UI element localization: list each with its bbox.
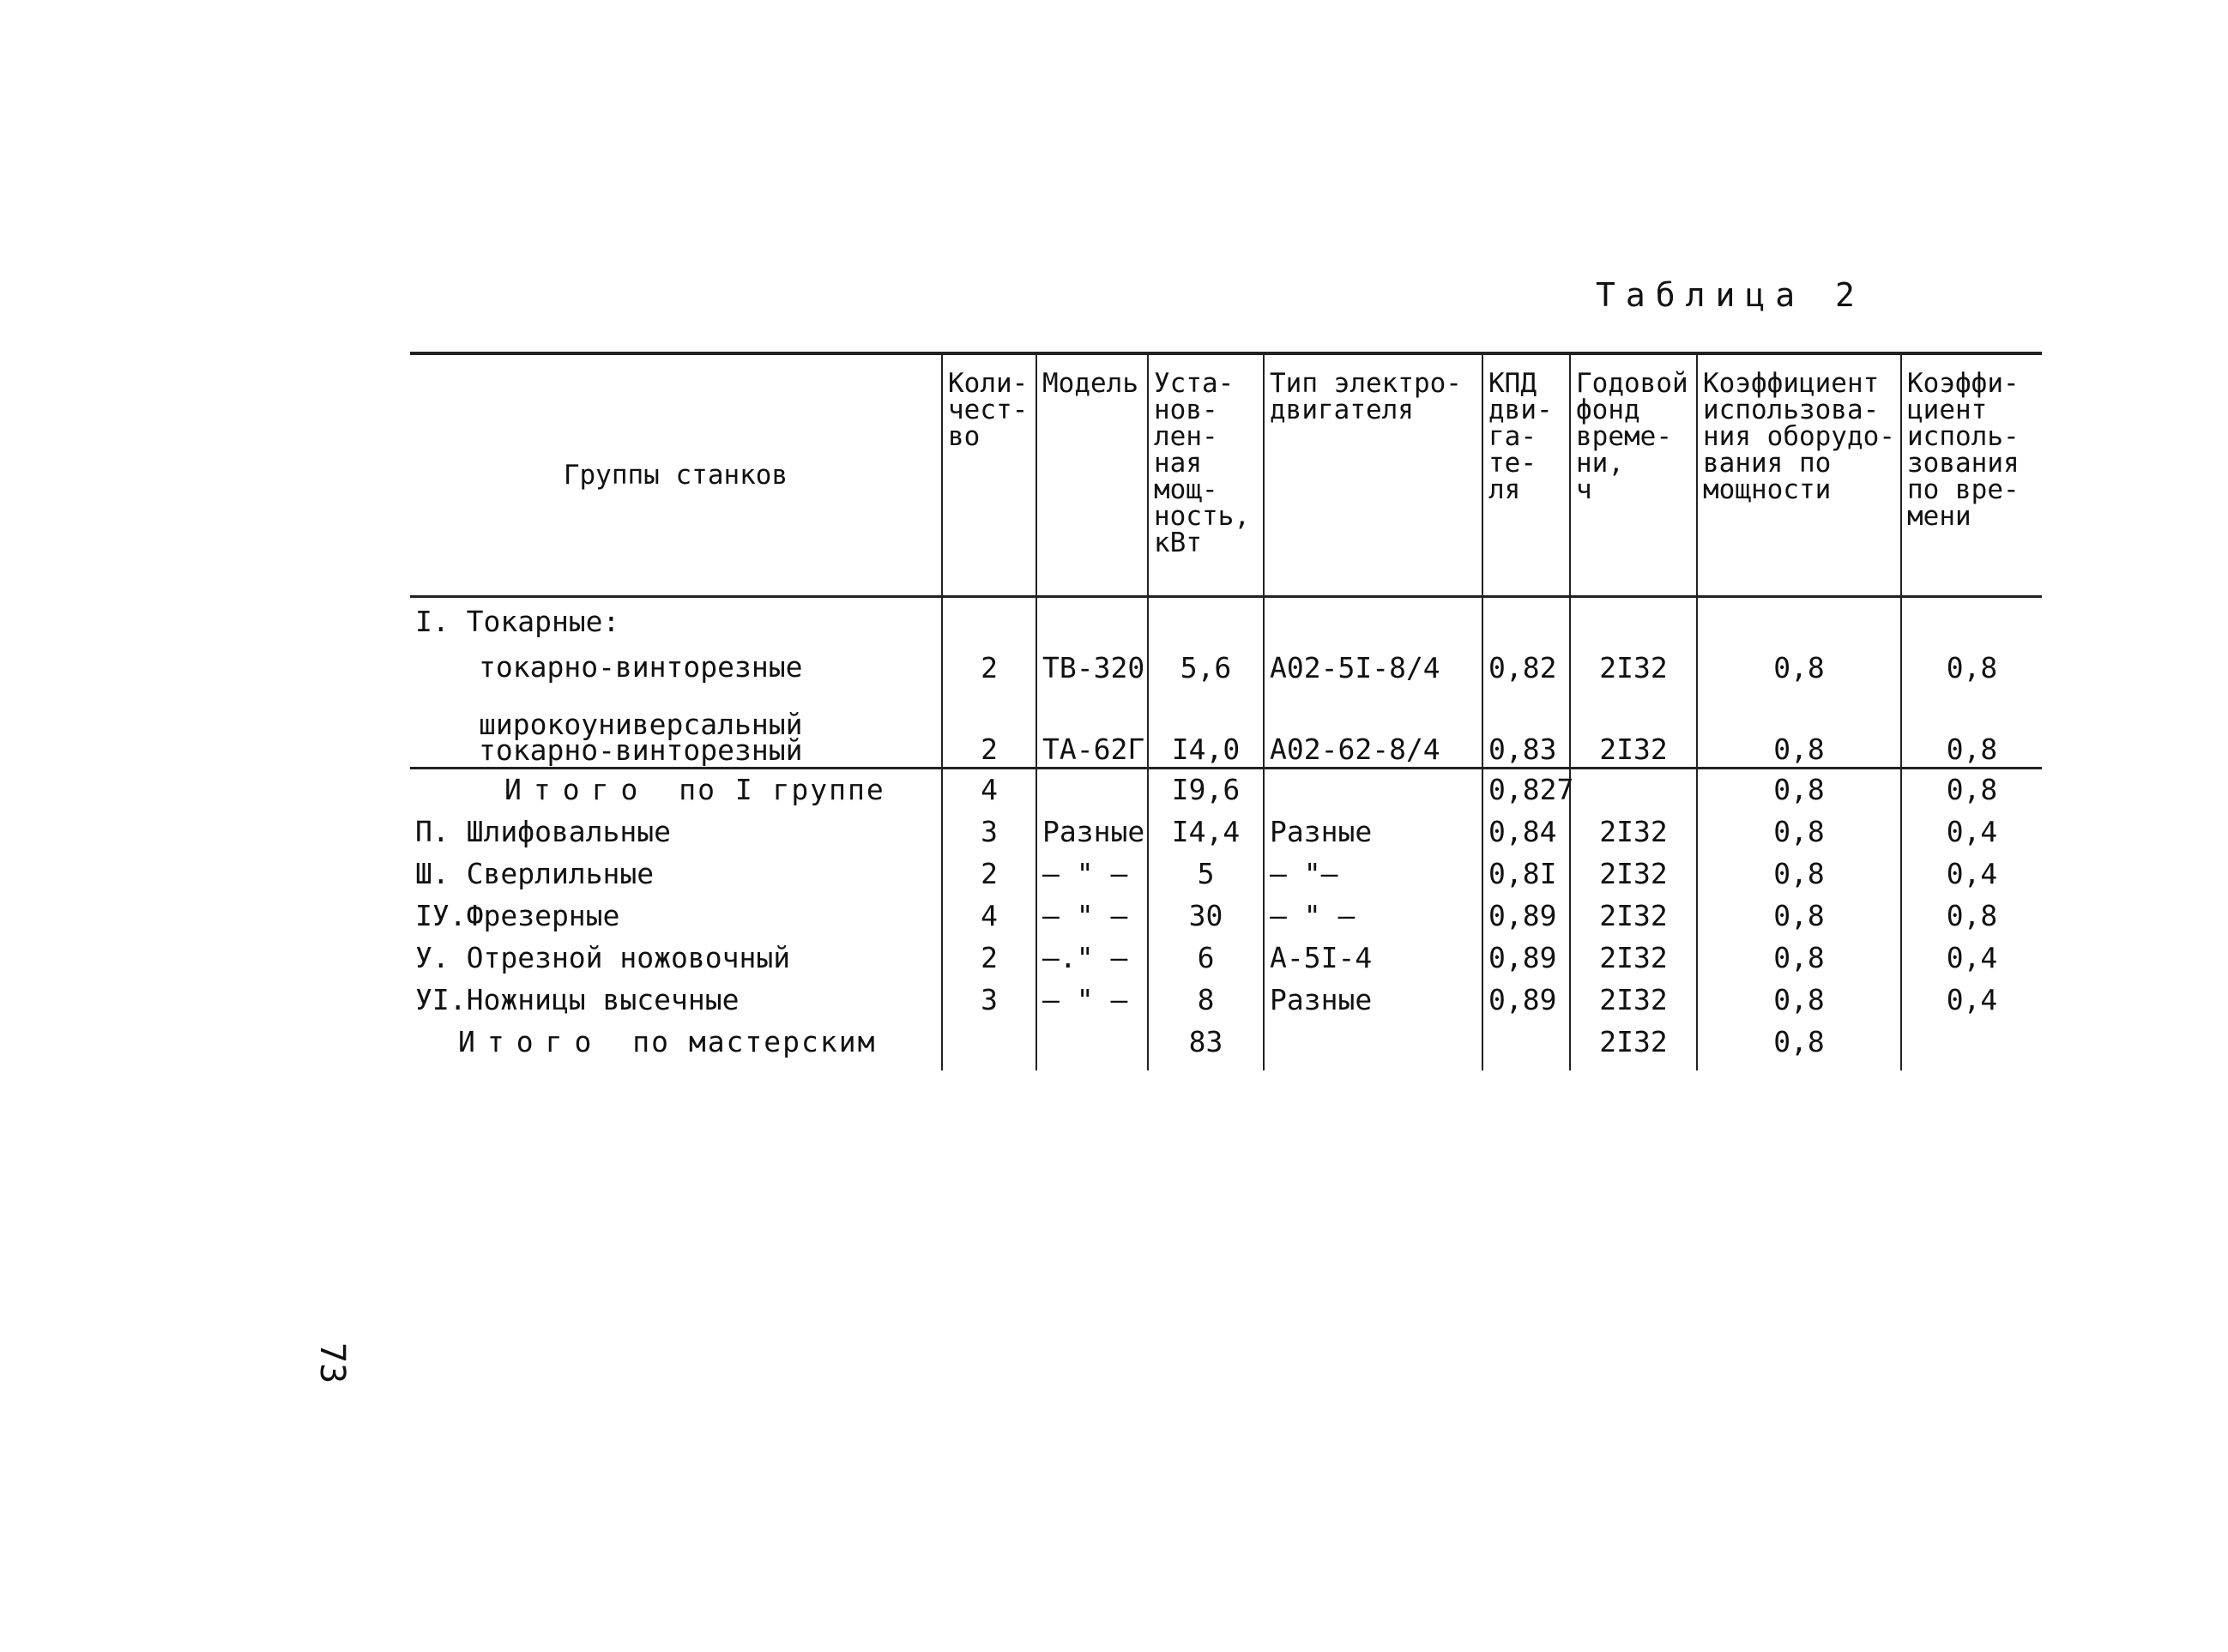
power-cell: I4,0	[1148, 696, 1264, 769]
efficiency-cell: 0,827	[1482, 769, 1570, 819]
table-row	[410, 902, 2042, 944]
table-row	[410, 818, 2042, 860]
subtotal-row	[410, 769, 2042, 819]
k-time-cell: 0,8	[1901, 654, 2042, 696]
fund-cell: 2I32	[1570, 944, 1697, 986]
k-time-cell: 0,8	[1901, 769, 2042, 819]
model-cell: –." –	[1036, 944, 1148, 986]
k-time-cell: 0,4	[1901, 818, 2042, 860]
header-k-time: Коэффи- циент исполь- зования по вре- мени	[1901, 353, 2042, 597]
table-caption: Таблица 2	[1596, 276, 1865, 314]
empty-cell	[1036, 597, 1148, 655]
model-cell: – " –	[1036, 902, 1148, 944]
equipment-table-wrapper	[410, 352, 2042, 1070]
k-time-cell: 0,4	[1901, 944, 2042, 986]
fund-cell: 2I32	[1570, 654, 1697, 696]
power-cell: 8	[1148, 986, 1264, 1028]
fund-cell	[1570, 769, 1697, 819]
fund-cell: 2I32	[1570, 986, 1697, 1028]
subtotal-label-word: Итого	[504, 773, 650, 806]
power-cell: 5,6	[1148, 654, 1264, 696]
qty-cell: 3	[942, 986, 1036, 1028]
header-k-power: Коэффициент использова- ния оборудо- вания по мощности	[1697, 353, 1901, 597]
fund-cell: 2I32	[1570, 696, 1697, 769]
motor-cell: Разные	[1264, 818, 1482, 860]
grand-total-label-suffix: по мастерским	[632, 1025, 877, 1058]
row-name: П. Шлифовальные	[415, 815, 672, 848]
qty-cell: 3	[942, 818, 1036, 860]
efficiency-cell: 0,82	[1482, 654, 1570, 696]
table-row	[410, 654, 2042, 696]
header-annual-fund: Годовой фонд време- ни, ч	[1570, 353, 1697, 597]
efficiency-cell	[1482, 1028, 1570, 1070]
model-cell: Разные	[1036, 818, 1148, 860]
motor-cell: А02-62-8/4	[1264, 696, 1482, 769]
header-efficiency: КПД дви- га- те- ля	[1482, 353, 1570, 597]
power-cell: 6	[1148, 944, 1264, 986]
qty-cell	[942, 1028, 1036, 1070]
row-name: токарно-винторезные	[479, 650, 803, 684]
power-cell: 5	[1148, 860, 1264, 902]
table-row	[410, 986, 2042, 1028]
grand-total-label	[410, 1025, 942, 1070]
qty-cell: 2	[942, 696, 1036, 769]
header-qty: Коли- чест- во	[942, 353, 1036, 597]
k-time-cell: 0,8	[1901, 902, 2042, 944]
empty-cell	[1570, 597, 1697, 655]
efficiency-cell: 0,89	[1482, 986, 1570, 1028]
row-name: IУ.Фрезерные	[415, 899, 620, 932]
motor-cell: Разные	[1264, 986, 1482, 1028]
power-cell: 83	[1148, 1028, 1264, 1070]
model-cell	[1036, 1028, 1148, 1070]
power-cell: I4,4	[1148, 818, 1264, 860]
k-power-cell: 0,8	[1697, 769, 1901, 819]
row-name: УI.Ножницы высечные	[415, 983, 740, 1016]
efficiency-cell: 0,89	[1482, 902, 1570, 944]
efficiency-cell: 0,89	[1482, 944, 1570, 986]
efficiency-cell: 0,8I	[1482, 860, 1570, 902]
motor-cell	[1264, 1028, 1482, 1070]
k-power-cell: 0,8	[1697, 944, 1901, 986]
qty-cell: 4	[942, 769, 1036, 819]
empty-cell	[1482, 597, 1570, 655]
empty-cell	[1148, 597, 1264, 655]
k-power-cell: 0,8	[1697, 818, 1901, 860]
k-power-cell: 0,8	[1697, 696, 1901, 769]
empty-cell	[1901, 597, 2042, 655]
qty-cell: 2	[942, 944, 1036, 986]
efficiency-cell: 0,83	[1482, 696, 1570, 769]
motor-cell: А02-5I-8/4	[1264, 654, 1482, 696]
qty-cell: 4	[942, 902, 1036, 944]
qty-cell: 2	[942, 654, 1036, 696]
row-name: Ш. Сверлильные	[415, 857, 655, 890]
grand-total-row	[410, 1028, 2042, 1070]
motor-cell: – " –	[1264, 902, 1482, 944]
k-time-cell: 0,4	[1901, 986, 2042, 1028]
model-cell: ТВ-320	[1036, 654, 1148, 696]
subtotal-label	[410, 769, 942, 819]
k-time-cell: 0,8	[1901, 696, 2042, 769]
model-cell: – " –	[1036, 986, 1148, 1028]
efficiency-cell: 0,84	[1482, 818, 1570, 860]
k-power-cell: 0,8	[1697, 902, 1901, 944]
group-title: I. Токарные:	[415, 605, 620, 638]
table-row	[410, 944, 2042, 986]
k-power-cell: 0,8	[1697, 860, 1901, 902]
model-cell: ТА-62Г	[1036, 696, 1148, 769]
k-power-cell: 0,8	[1697, 654, 1901, 696]
power-cell: I9,6	[1148, 769, 1264, 819]
header-power: Уста- нов- лен- ная мощ- ность, кВт	[1148, 353, 1264, 597]
table-row	[410, 696, 2042, 769]
grand-total-label-word: Итого	[458, 1025, 604, 1058]
motor-cell: А-5I-4	[1264, 944, 1482, 986]
fund-cell: 2I32	[1570, 818, 1697, 860]
row-name: У. Отрезной ножовочный	[415, 941, 791, 974]
equipment-table	[410, 352, 2042, 1070]
k-power-cell: 0,8	[1697, 986, 1901, 1028]
page-number: 73	[312, 1342, 352, 1384]
fund-cell: 2I32	[1570, 1028, 1697, 1070]
group-title-row	[410, 597, 2042, 655]
empty-cell	[942, 597, 1036, 655]
row-name: широкоуниверсальный токарно-винторезный	[479, 708, 803, 767]
table-row	[410, 860, 2042, 902]
fund-cell: 2I32	[1570, 860, 1697, 902]
header-model: Модель	[1036, 353, 1148, 597]
motor-cell	[1264, 769, 1482, 819]
subtotal-label-suffix: по I группе	[679, 773, 885, 806]
k-time-cell	[1901, 1028, 2042, 1070]
fund-cell: 2I32	[1570, 902, 1697, 944]
empty-cell	[1264, 597, 1482, 655]
qty-cell: 2	[942, 860, 1036, 902]
motor-cell: – "–	[1264, 860, 1482, 902]
header-motor-type: Тип электро- двигателя	[1264, 353, 1482, 597]
empty-cell	[1697, 597, 1901, 655]
power-cell: 30	[1148, 902, 1264, 944]
model-cell: – " –	[1036, 860, 1148, 902]
k-time-cell: 0,4	[1901, 860, 2042, 902]
model-cell	[1036, 769, 1148, 819]
header-group: Группы станков	[563, 459, 788, 491]
k-power-cell: 0,8	[1697, 1028, 1901, 1070]
header-row	[410, 353, 2042, 597]
